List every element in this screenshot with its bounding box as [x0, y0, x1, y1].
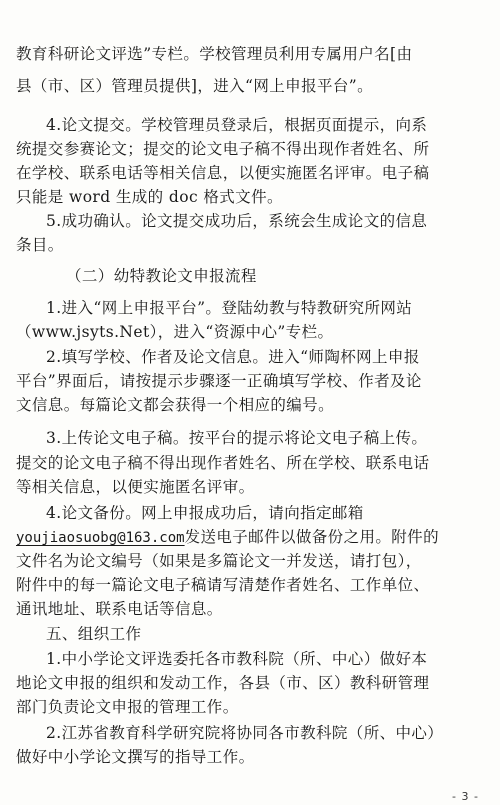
paragraph-line: （www.jsyts.Net），进入“资源中心”专栏。: [16, 323, 334, 341]
paragraph-line: 统提交参赛论文；提交的论文电子稿不得出现作者姓名、所: [16, 140, 430, 158]
section-heading: （二）幼特教论文申报流程: [66, 267, 257, 285]
paragraph-line: 地论文申报的组织和发动工作，各县（市、区）教科研管理: [16, 674, 430, 692]
paragraph-line: 在学校、联系电话等相关信息，以便实施匿名评审。电子稿: [16, 164, 430, 182]
paragraph-line: 只能是 word 生成的 doc 格式文件。: [16, 188, 283, 206]
paragraph-line: 2.填写学校、作者及论文信息。进入“师陶杯网上申报: [46, 348, 420, 366]
paragraph-line: 5.成功确认。论文提交成功后，系统会生成论文的信息: [46, 212, 428, 230]
paragraph-line: 发送电子邮件以做备份之用。附件的: [184, 528, 439, 546]
paragraph-line: 条目。: [16, 236, 64, 254]
paragraph-line: 县（市、区）管理员提供]，进入“网上申报平台”。: [16, 77, 373, 95]
paragraph-line: 1.中小学论文评选委托各市教科院（所、中心）做好本: [46, 650, 428, 668]
paragraph-line: 文件名为论文编号（如果是多篇论文一并发送，请打包），: [16, 552, 422, 570]
email-line: [16, 527, 439, 548]
paragraph-line: 附件中的每一篇论文电子稿请写清楚作者姓名、工作单位、: [16, 576, 430, 594]
paragraph-line: 等相关信息，以便实施匿名评审。: [16, 478, 255, 496]
paragraph-line: 3.上传论文电子稿。按平台的提示将论文电子稿上传。: [46, 429, 428, 447]
email-address: youjiaosuobg@163.com: [16, 530, 185, 546]
paragraph-line: 4.论文备份。网上申报成功后，请向指定邮箱: [46, 504, 364, 522]
paragraph-line: 平台”界面后，请按提示步骤逐一正确填写学校、作者及论: [16, 372, 422, 390]
page-number: - 3 -: [452, 790, 479, 803]
paragraph-line: 4.论文提交。学校管理员登录后，根据页面提示，向系: [46, 116, 428, 134]
paragraph-line: 部门负责论文申报的管理工作。: [16, 698, 239, 716]
paragraph-line: 通讯地址、联系电话等信息。: [16, 600, 223, 618]
paragraph-line: 教育科研论文评选”专栏。学校管理员利用专属用户名[由: [16, 45, 413, 63]
paragraph-line: 文信息。每篇论文都会获得一个相应的编号。: [16, 396, 335, 414]
paragraph-line: 做好中小学论文撰写的指导工作。: [16, 748, 255, 766]
paragraph-line: 提交的论文电子稿不得出现作者姓名、所在学校、联系电话: [16, 454, 430, 472]
paragraph-line: 1.进入“网上申报平台”。登陆幼教与特教研究所网站: [46, 299, 413, 317]
section-heading: 五、组织工作: [46, 625, 142, 643]
paragraph-line: 2.江苏省教育科学研究院将协同各市教科院（所、中心）: [46, 724, 444, 742]
